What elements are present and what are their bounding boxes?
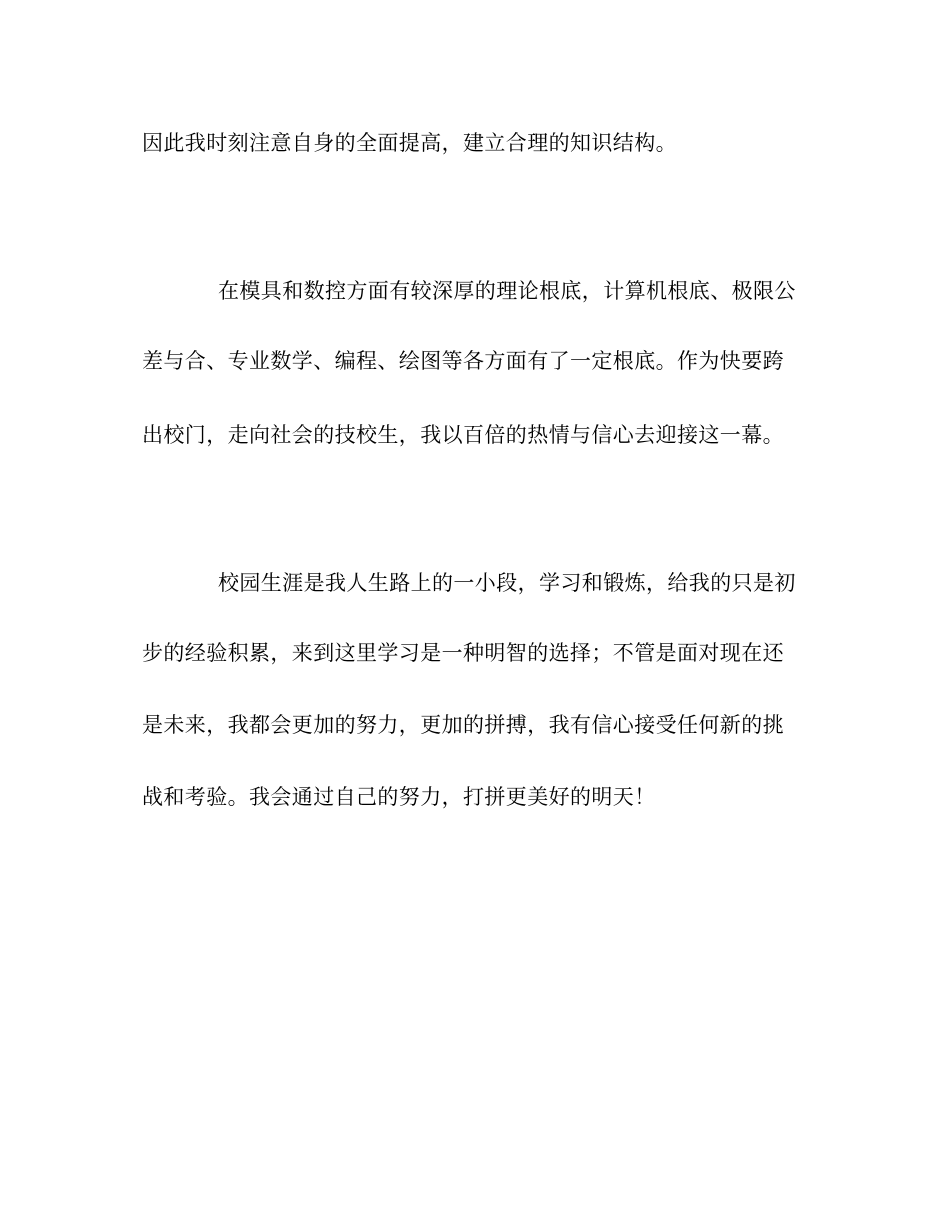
paragraph-3-line-1: 校园生涯是我人生路上的一小段，学习和锻炼，给我的只是初 bbox=[218, 571, 796, 595]
paragraph-3-line-4: 战和考验。我会通过自己的努力，打拼更美好的明天！ bbox=[142, 785, 656, 809]
paragraph-2-line-2: 差与合、专业数学、编程、绘图等各方面有了一定根底。作为快要跨 bbox=[142, 349, 784, 373]
paragraph-3-line-2: 步的经验积累，来到这里学习是一种明智的选择；不管是面对现在还 bbox=[142, 641, 784, 665]
paragraph-1-line-1: 因此我时刻注意自身的全面提高，建立合理的知识结构。 bbox=[142, 131, 677, 155]
paragraph-2-line-1: 在模具和数控方面有较深厚的理论根底，计算机根底、极限公 bbox=[218, 279, 796, 303]
paragraph-2-line-3: 出校门，走向社会的技校生，我以百倍的热情与信心去迎接这一幕。 bbox=[142, 423, 784, 447]
paragraph-3-line-3: 是未来，我都会更加的努力，更加的拼搏，我有信心接受任何新的挑 bbox=[142, 713, 784, 737]
